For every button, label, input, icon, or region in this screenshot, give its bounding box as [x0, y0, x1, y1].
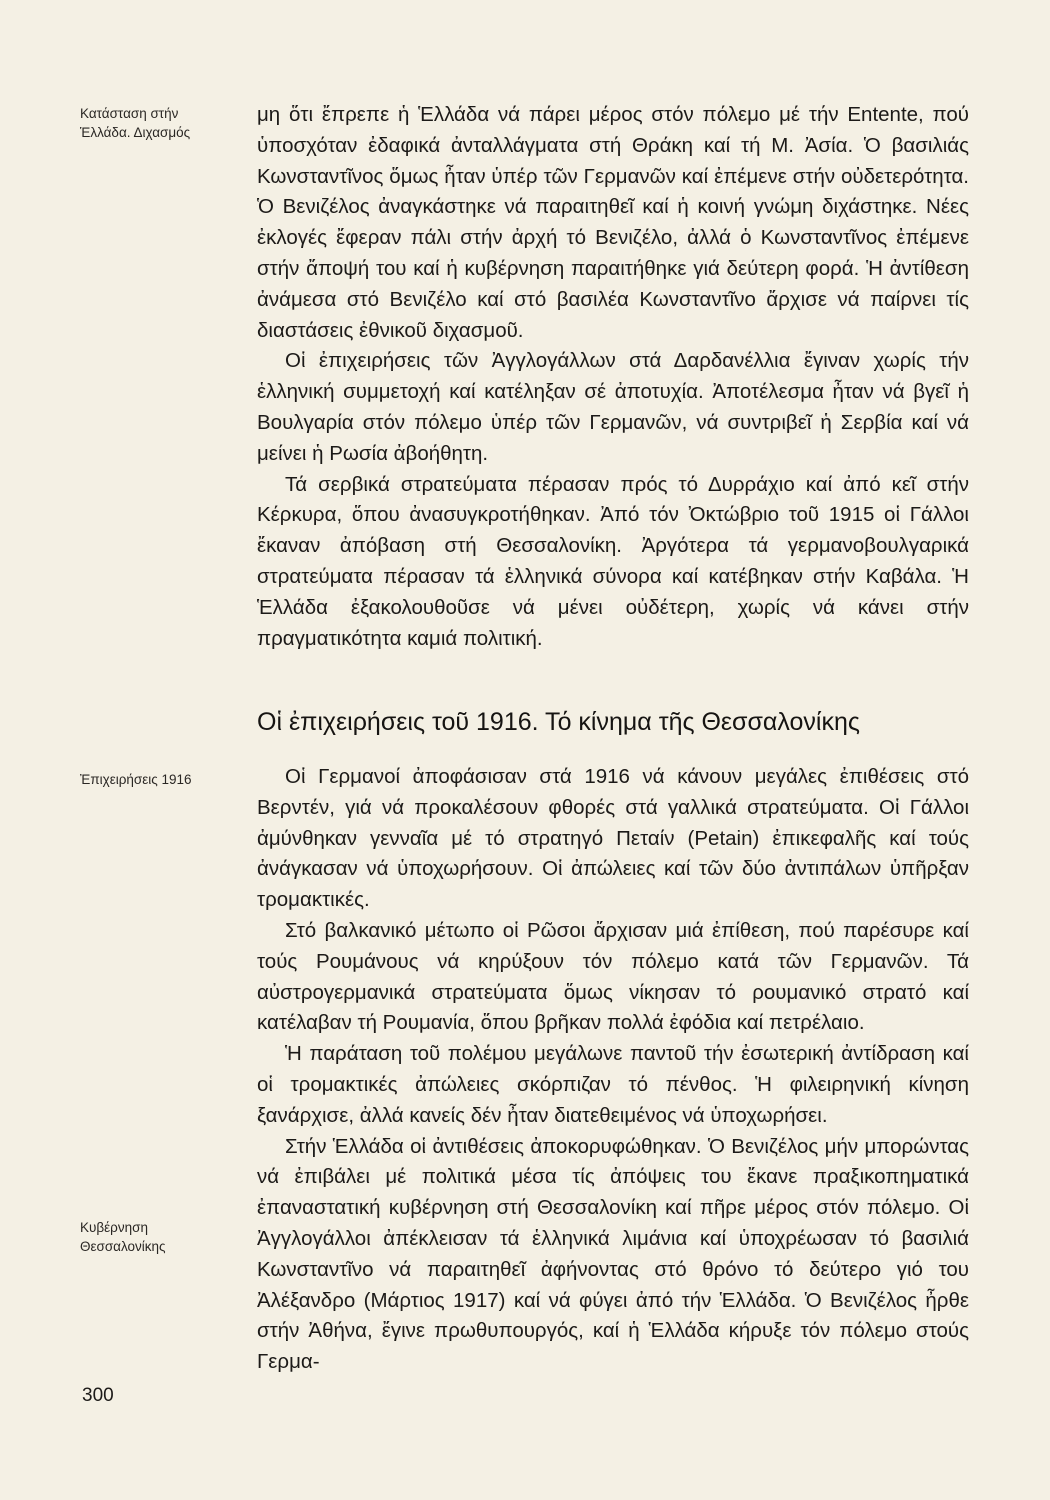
margin-note-operations-1916: Ἐπιχειρήσεις 1916 — [80, 772, 192, 787]
paragraph: Στήν Ἑλλάδα οἱ ἀντιθέσεις ἀποκορυφώθηκαν. Ὁ Βενιζέλος μήν μπορώντας νά ἐπιβάλει μέ πολιτικά μέσα τίς ἀπόψεις του ἔκανε πραξικοπηματικά ἐπαναστατική κυβέρνηση στή Θεσσαλονίκη καί πῆρε μέρος στόν πόλεμο. Οἱ Ἀγγλογάλλοι ἀπέκλεισαν τά ἑλληνικά λιμάνια καί ὑποχρέωσαν τό βασιλιά Κωνσταντῖνο νά παραιτηθεῖ ἀφήνοντας στό θρόνο τό δεύτερο γιό του Ἀλέξανδρο (Μάρτιος 1917) καί νά φύγει ἀπό τήν Ἑλλάδα. Ὁ Βενιζέλος ἦρθε στήν Ἀθήνα, ἔγινε πρωθυπουργός, καί ἡ Ἑλλάδα κήρυξε τόν πόλεμο στούς Γερμα- — [257, 1134, 969, 1374]
paragraph: Στό βαλκανικό μέτωπο οἱ Ρῶσοι ἄρχισαν μιά ἐπίθεση, πού παρέσυρε καί τούς Ρουμάνους νά κηρύξουν τόν πόλεμο κατά τῶν Γερμανῶν. Τά αὐστρογερμανικά στρατεύματα ὅμως νίκησαν τό ρουμανικό στρατό καί κατέλαβαν τή Ρουμανία, ὅπου βρῆκαν πολλά ἐφόδια καί πετρέλαιο. — [257, 918, 969, 1035]
paragraph: Οἱ ἐπιχειρήσεις τῶν Ἀγγλογάλλων στά Δαρδανέλλια ἔγιναν χωρίς τήν ἑλληνική συμμετοχή καί κατέληξαν σέ ἀποτυχία. Ἀποτέλεσμα ἦταν νά βγεῖ ἡ Βουλγαρία στόν πόλεμο ὑπέρ τῶν Γερμανῶν, νά συντριβεῖ ἡ Σερβία καί νά μείνει ἡ Ρωσία ἀβοήθητη. — [257, 349, 969, 465]
section-heading: Οἱ ἐπιχειρήσεις τοῦ 1916. Τό κίνημα τῆς Θεσσαλονίκης — [257, 708, 860, 736]
section-1-body — [257, 100, 969, 654]
paragraph: μη ὅτι ἔπρεπε ἡ Ἑλλάδα νά πάρει μέρος στόν πόλεμο μέ τήν Entente, πού ὑποσχόταν ἐδαφικά ἀνταλλάγματα στή Θράκη καί τή Μ. Ἀσία. Ὁ βασιλιάς Κωνσταντῖνος ὅμως ἦταν ὑπέρ τῶν Γερμανῶν καί ἐπέμενε στήν οὐδετερότητα. Ὁ Βενιζέλος ἀναγκάστηκε νά παραιτηθεῖ καί ἡ κοινή γνώμη διχάστηκε. Νέες ἐκλογές ἔφεραν πάλι στήν ἀρχή τό Βενιζέλο, ἀλλά ὁ Κωνσταντῖνος ἐπέμενε στήν ἄποψή του καί ἡ κυβέρνηση παραιτήθηκε γιά δεύτερη φορά. Ἡ ἀντίθεση ἀνάμεσα στό Βενιζέλο καί στό βασιλέα Κωνσταντῖνο ἄρχισε νά παίρνει τίς διαστάσεις ἐθνικοῦ διχασμοῦ. — [257, 103, 969, 342]
paragraph: Τά σερβικά στρατεύματα πέρασαν πρός τό Δυρράχιο καί ἀπό κεῖ στήν Κέρκυρα, ὅπου ἀνασυγκροτήθηκαν. Ἀπό τόν Ὀκτώβριο τοῦ 1915 οἱ Γάλλοι ἔκαναν ἀπόβαση στή Θεσσαλονίκη. Ἀργότερα τά γερμανοβουλγαρικά στρατεύματα πέρασαν τά ἑλληνικά σύνορα καί κατέβηκαν στήν Καβάλα. Ἡ Ἑλλάδα ἐξακολουθοῦσε νά μένει οὐδέτερη, χωρίς νά κάνει στήν πραγματικότητα καμιά πολιτική. — [257, 472, 969, 650]
paragraph: Ἡ παράταση τοῦ πολέμου μεγάλωνε παντοῦ τήν ἐσωτερική ἀντίδραση καί οἱ τρομακτικές ἀπώλειες σκόρπιζαν τό πένθος. Ἡ φιλειρηνική κίνηση ξανάρχισε, ἀλλά κανείς δέν ἦταν διατεθειμένος νά ὑποχωρήσει. — [257, 1042, 969, 1127]
paragraph: Οἱ Γερμανοί ἀποφάσισαν στά 1916 νά κάνουν μεγάλες ἐπιθέσεις στό Βερντέν, γιά νά προκαλέσουν φθορές στά γαλλικά στρατεύματα. Οἱ Γάλλοι ἀμύνθηκαν γενναῖα μέ τό στρατηγό Πεταίν (Petain) ἐπικεφαλῆς καί τούς ἀνάγκασαν νά ὑποχωρήσουν. Οἱ ἀπώλειες καί τῶν δύο ἀντιπάλων ὑπῆρξαν τρομακτικές. — [257, 765, 969, 912]
section-2-body — [257, 762, 969, 1378]
margin-note-greece-division: Κατάσταση στήν Ἑλλάδα. Διχασμός — [80, 106, 191, 140]
margin-note-thessaloniki-government: Κυβέρνηση Θεσσαλονίκης — [80, 1220, 166, 1254]
page-number: 300 — [82, 1385, 114, 1406]
